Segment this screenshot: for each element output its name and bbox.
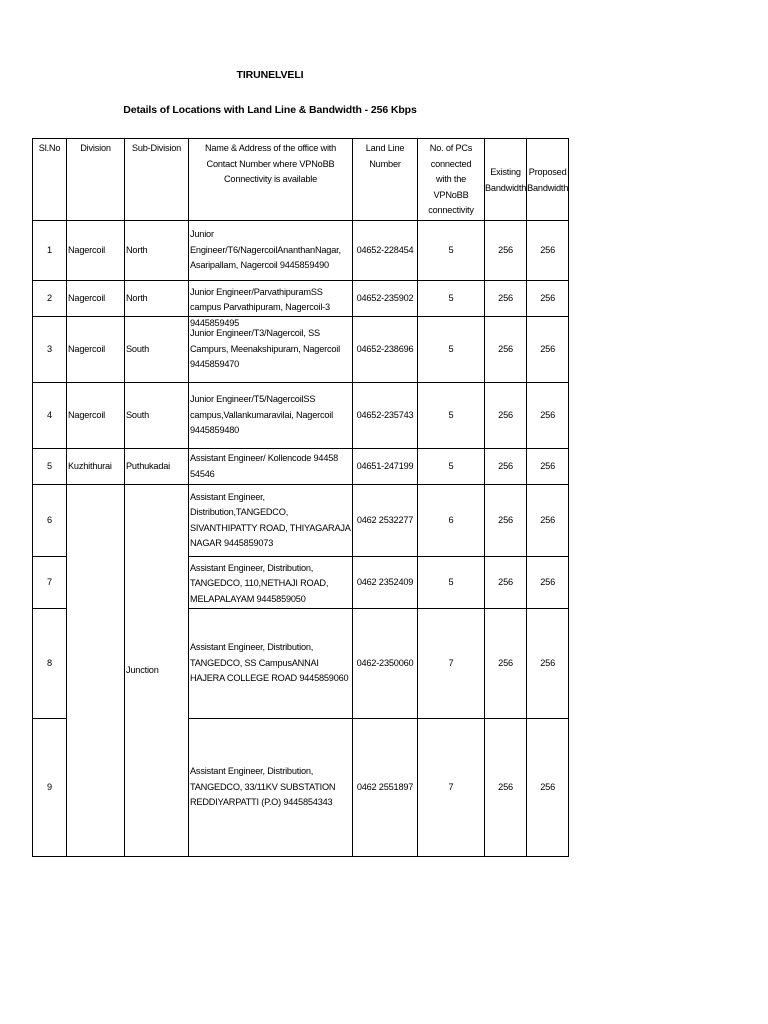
cell-existing: 256 bbox=[485, 281, 527, 317]
header-landline: Land Line Number bbox=[353, 139, 418, 221]
header-subdivision: Sub-Division bbox=[125, 139, 189, 221]
cell-existing: 256 bbox=[485, 383, 527, 449]
cell-proposed: 256 bbox=[527, 317, 569, 383]
cell-name-address-text: Junior Engineer/ParvathipuramSS campus Parvathipuram, Nagercoil-3 9445859495 bbox=[190, 286, 330, 328]
cell-name-address: Assistant Engineer/ Kollencode 94458 54546 bbox=[189, 449, 353, 485]
locations-table bbox=[32, 138, 569, 857]
cell-proposed: 256 bbox=[527, 281, 569, 317]
cell-pcs: 5 bbox=[418, 557, 485, 609]
cell-landline: 04652-235743 bbox=[353, 383, 418, 449]
table-row bbox=[33, 383, 569, 449]
cell-landline: 0462-2350060 bbox=[353, 609, 418, 719]
cell-name-address bbox=[189, 557, 353, 609]
cell-proposed: 256 bbox=[527, 485, 569, 557]
cell-name-address: Junior Engineer/T5/NagercoilSS campus,Vallankumaravilai, Nagercoil 9445859480 bbox=[189, 383, 353, 449]
cell-slno: 7 bbox=[33, 557, 67, 609]
cell-slno: 3 bbox=[33, 317, 67, 383]
cell-slno: 1 bbox=[33, 221, 67, 281]
cell-pcs: 5 bbox=[418, 383, 485, 449]
cell-slno: 2 bbox=[33, 281, 67, 317]
cell-division: Kuzhithurai bbox=[67, 449, 125, 485]
cell-slno: 8 bbox=[33, 609, 67, 719]
table-row bbox=[33, 221, 569, 281]
cell-name-address: Junior Engineer/T3/Nagercoil, SS Campurs, Meenakshipuram, Nagercoil 9445859470 bbox=[189, 317, 353, 383]
cell-existing: 256 bbox=[485, 719, 527, 857]
cell-existing: 256 bbox=[485, 317, 527, 383]
cell-name-address: Assistant Engineer, Distribution,TANGEDCO, SIVANTHIPATTY ROAD, THIYAGARAJA NAGAR 9445859073 bbox=[189, 485, 353, 557]
cell-pcs: 5 bbox=[418, 221, 485, 281]
cell-division: Nagercoil bbox=[67, 281, 125, 317]
cell-slno: 4 bbox=[33, 383, 67, 449]
cell-landline: 0462 2352409 bbox=[353, 557, 418, 609]
document-subtitle: Details of Locations with Land Line & Bandwidth - 256 Kbps bbox=[123, 104, 417, 116]
cell-subdivision: North bbox=[125, 281, 189, 317]
cell-name-address: Assistant Engineer, Distribution, TANGEDCO, SS CampusANNAI HAJERA COLLEGE ROAD 9445859060 bbox=[189, 609, 353, 719]
table-row bbox=[33, 317, 569, 383]
cell-existing: 256 bbox=[485, 557, 527, 609]
cell-pcs: 5 bbox=[418, 281, 485, 317]
cell-existing: 256 bbox=[485, 221, 527, 281]
cell-landline: 04652-238696 bbox=[353, 317, 418, 383]
cell-slno: 6 bbox=[33, 485, 67, 557]
cell-division: Nagercoil bbox=[67, 317, 125, 383]
header-proposed: Proposed Bandwidth bbox=[527, 139, 569, 221]
cell-division-merged bbox=[67, 485, 125, 857]
table-row bbox=[33, 281, 569, 317]
cell-division: Nagercoil bbox=[67, 221, 125, 281]
cell-proposed: 256 bbox=[527, 449, 569, 485]
header-pcs: No. of PCs connected with the VPNoBB connectivity bbox=[418, 139, 485, 221]
cell-subdivision: South bbox=[125, 317, 189, 383]
cell-existing: 256 bbox=[485, 485, 527, 557]
cell-subdivision: North bbox=[125, 221, 189, 281]
cell-slno: 5 bbox=[33, 449, 67, 485]
cell-subdivision-merged: Junction bbox=[125, 485, 189, 857]
cell-existing: 256 bbox=[485, 609, 527, 719]
header-slno: Sl.No bbox=[33, 139, 67, 221]
cell-proposed: 256 bbox=[527, 719, 569, 857]
cell-name-address bbox=[189, 281, 353, 328]
document-title: TIRUNELVELI bbox=[236, 69, 304, 81]
cell-name-address: Assistant Engineer, Distribution, TANGEDCO, 33/11KV SUBSTATION REDDIYARPATTI (P.O) 9445854343 bbox=[189, 719, 353, 857]
cell-proposed: 256 bbox=[527, 557, 569, 609]
cell-slno: 9 bbox=[33, 719, 67, 857]
cell-landline: 04652-228454 bbox=[353, 221, 418, 281]
cell-division: Nagercoil bbox=[67, 383, 125, 449]
cell-name-address-text: Assistant Engineer, Distribution, TANGEDCO, 110,NETHAJI ROAD, MELAPALAYAM 9445859050 bbox=[190, 562, 329, 604]
header-name-address: Name & Address of the office with Contact Number where VPNoBB Connectivity is available bbox=[189, 139, 353, 221]
cell-proposed: 256 bbox=[527, 383, 569, 449]
cell-pcs: 5 bbox=[418, 449, 485, 485]
cell-proposed: 256 bbox=[527, 221, 569, 281]
cell-name-address: Junior Engineer/T6/NagercoilAnanthanNagar, Asaripallam, Nagercoil 9445859490 bbox=[189, 221, 353, 281]
cell-pcs: 7 bbox=[418, 719, 485, 857]
cell-pcs: 5 bbox=[418, 317, 485, 383]
cell-landline: 0462 2551897 bbox=[353, 719, 418, 857]
header-existing: Existing Bandwidth bbox=[485, 139, 527, 221]
table-row bbox=[33, 449, 569, 485]
table-row bbox=[33, 485, 569, 557]
cell-subdivision: South bbox=[125, 383, 189, 449]
cell-proposed: 256 bbox=[527, 609, 569, 719]
cell-pcs: 6 bbox=[418, 485, 485, 557]
cell-landline: 04651-247199 bbox=[353, 449, 418, 485]
cell-existing: 256 bbox=[485, 449, 527, 485]
cell-pcs: 7 bbox=[418, 609, 485, 719]
cell-subdivision: Puthukadai bbox=[125, 449, 189, 485]
header-division: Division bbox=[67, 139, 125, 221]
cell-landline: 04652-235902 bbox=[353, 281, 418, 317]
header-row bbox=[33, 139, 569, 221]
cell-landline: 0462 2532277 bbox=[353, 485, 418, 557]
